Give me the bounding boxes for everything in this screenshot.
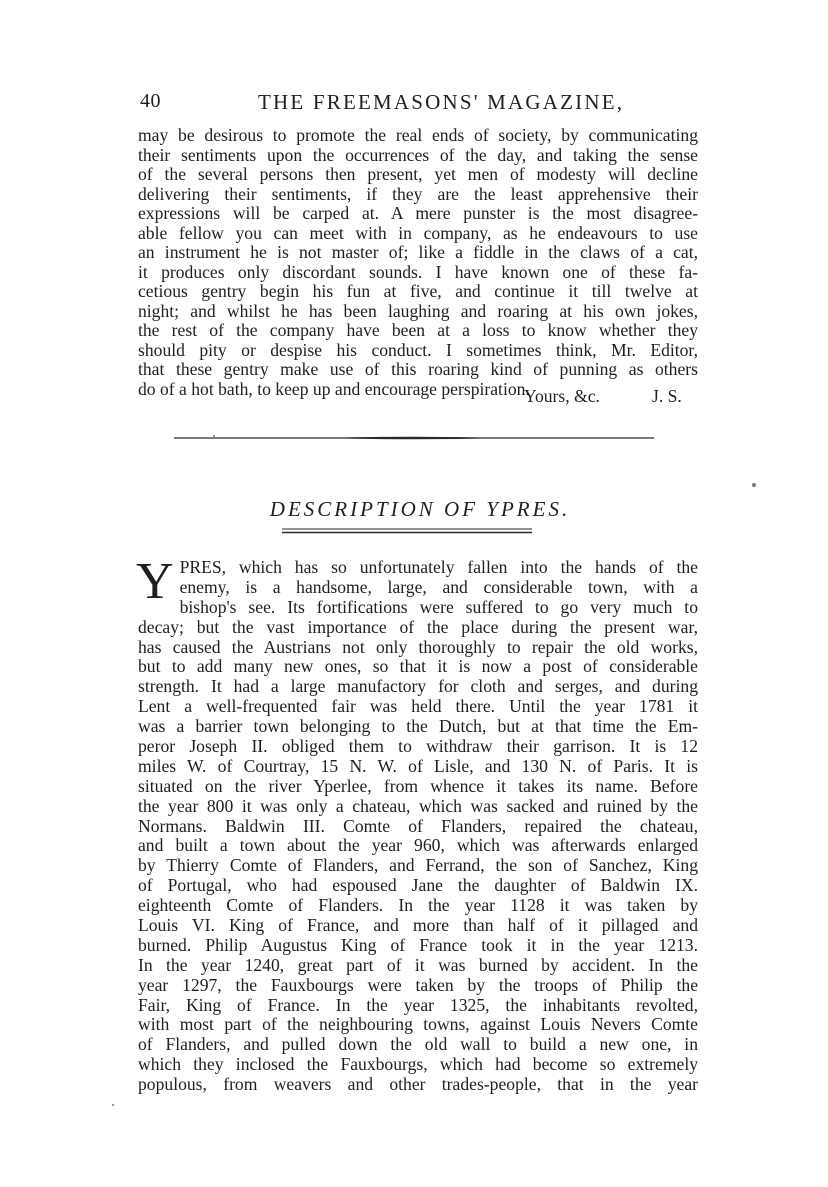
- article-line: burned. Philip Augustus King of France took it in the year 1213.: [138, 934, 698, 955]
- article-line: Normans. Baldwin III. Comte of Flanders, repaired the chateau,: [138, 815, 698, 836]
- page-header: [140, 90, 700, 120]
- letter-line: their sentiments upon the occurrences of the day, and taking the sense: [138, 144, 698, 165]
- article-line: PRES, which has so unfortunately fallen into the hands of the: [179, 557, 698, 577]
- section-divider-rule: [174, 436, 654, 440]
- letter-line: cetious gentry begin his fun at five, and continue it till twelve at: [138, 281, 698, 301]
- article-line: has caused the Austrians not only thoroughly to repair the old works,: [138, 636, 698, 657]
- letter-line: that these gentry make use of this roaring kind of punning as others: [138, 359, 698, 379]
- article-line: situated on the river Yperlee, from whence it takes its name. Before: [138, 775, 698, 796]
- letter-line: night; and whilst he has been laughing and roaring at his own jokes,: [138, 300, 698, 321]
- letter-line: the rest of the company have been at a loss to know whether they: [138, 320, 698, 340]
- article-line: Fair, King of France. In the year 1325, the inhabitants revolted,: [138, 994, 698, 1015]
- article-line: enemy, is a handsome, large, and considerable town, with a: [179, 576, 698, 597]
- article-line: decay; but the vast importance of the place during the present war,: [138, 616, 698, 637]
- letter-line: may be desirous to promote the real ends of society, by communicating: [138, 125, 698, 145]
- letter-line: it produces only discordant sounds. I have known one of these fa-: [138, 261, 698, 282]
- article-line: strength. It had a large manufactory for cloth and serges, and during: [138, 676, 698, 697]
- running-title: THE FREEMASONS' MAGAZINE,: [258, 90, 625, 114]
- page-number: 40: [140, 90, 161, 112]
- letter-line: delivering their sentiments, if they are the least apprehensive their: [138, 183, 698, 204]
- article-line: peror Joseph II. obliged them to withdraw their garrison. It is 12: [138, 736, 698, 757]
- article-line: In the year 1240, great part of it was burned by accident. In the: [138, 954, 698, 975]
- article-line: but to add many new ones, so that it is now a post of considerable: [138, 656, 698, 677]
- article-line: year 1297, the Fauxbourgs were taken by the troops of Philip the: [138, 974, 698, 995]
- article-title: DESCRIPTION OF YPRES.: [269, 497, 571, 521]
- article-line: bishop's see. Its fortifications were suffered to go very much to: [179, 596, 698, 617]
- article-line: populous, from weavers and other trades-people, that in the year: [138, 1074, 698, 1095]
- letter-closing: Yours, &c.: [524, 386, 600, 406]
- letter-line: do of a hot bath, to keep up and encourage perspiration.: [138, 378, 530, 399]
- letter-line: able fellow you can meet with in company, as he endeavours to use: [138, 222, 698, 243]
- letter-signoff: [138, 386, 698, 406]
- article-line: was a barrier town belonging to the Dutch, but at that time the Em-: [138, 716, 698, 737]
- article-line: eighteenth Comte of Flanders. In the year 1128 it was taken by: [138, 895, 698, 916]
- paper-speck: [112, 1104, 114, 1106]
- letter-line: expressions will be carped at. A mere punster is the most disagree-: [138, 203, 698, 223]
- article-body: [136, 553, 698, 1095]
- paper-speck: [752, 483, 756, 487]
- paper-speck: [213, 435, 215, 437]
- drop-cap: Y: [136, 553, 174, 610]
- letter-line: an instrument he is not master of; like a fiddle in the claws of a cat,: [138, 242, 698, 262]
- article-line: by Thierry Comte of Flanders, and Ferrand, the son of Sanchez, King: [138, 855, 698, 876]
- article-line: and built a town about the year 960, which was afterwards enlarged: [138, 835, 698, 856]
- letter-line: should pity or despise his conduct. I sometimes think, Mr. Editor,: [138, 339, 698, 360]
- title-underline-rule: [282, 528, 532, 534]
- article-line: which they inclosed the Fauxbourgs, which had become so extremely: [138, 1054, 698, 1075]
- letter-line: of the several persons then present, yet men of modesty will decline: [138, 164, 698, 184]
- article-line: the year 800 it was only a chateau, which was sacked and ruined by the: [138, 795, 698, 816]
- letter-body: [138, 126, 698, 399]
- article-line: Lent a well-frequented fair was held there. Until the year 1781 it: [138, 696, 698, 717]
- article-line: miles W. of Courtray, 15 N. W. of Lisle, and 130 N. of Paris. It is: [138, 755, 698, 776]
- letter-initials: J. S.: [652, 386, 682, 406]
- article-line: Louis VI. King of France, and more than half of it pillaged and: [138, 915, 698, 936]
- article-line: of Portugal, who had espoused Jane the daughter of Baldwin IX.: [138, 875, 698, 896]
- article-line: of Flanders, and pulled down the old wall to build a new one, in: [138, 1034, 698, 1055]
- article-line: with most part of the neighbouring towns, against Louis Nevers Comte: [138, 1014, 698, 1035]
